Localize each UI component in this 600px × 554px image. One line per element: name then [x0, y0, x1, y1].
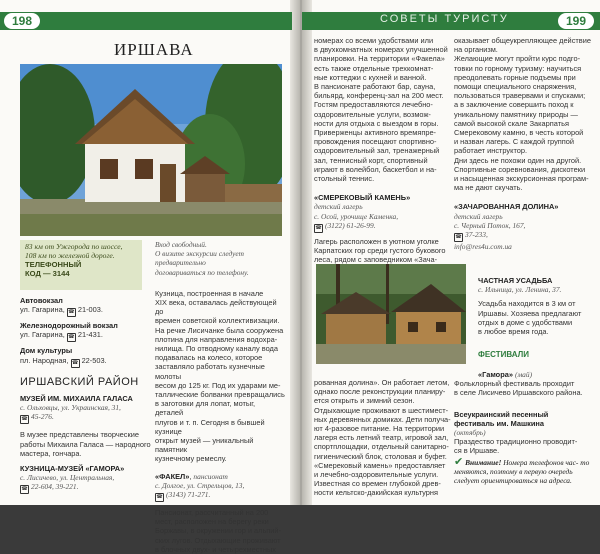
text-line: ности для отдыха с выездом в горы. — [314, 118, 439, 128]
note-lead: Внимание! — [465, 458, 502, 467]
museum-address: с. Лисичево, ул. Центральная, — [20, 473, 115, 483]
camp-phone: ☎ 37-233, — [455, 230, 488, 241]
running-header: СОВЕТЫ ТУРИСТУ — [380, 13, 509, 25]
note-line: Номера телефонов час- — [503, 458, 579, 467]
text-line: оказывает общеукрепляющее действие — [454, 36, 591, 45]
text-line: ских лугов. Отдыхающие проживают — [155, 535, 281, 545]
note-line: очередь следует ориентироваться — [454, 467, 573, 485]
text-line: товки по горному туризму: научиться — [454, 63, 582, 73]
checkmark-icon: ✔ — [454, 456, 464, 468]
note-line: то меняются, поэтому в первую — [454, 458, 590, 476]
text-line: помощи специального снаряжения, — [454, 82, 577, 92]
phone-icon: ☎ — [68, 334, 75, 341]
note-line: на адреса. — [539, 476, 572, 485]
text-line: ется открыть и зимний сезон. — [314, 396, 415, 406]
text-line: гигиенический блок, столовая и буфет. — [314, 451, 447, 461]
camp-name: «СМЕРЕКОВЫЙ КАМЕНЬ» — [314, 193, 411, 203]
text-line: ся в Иршаве. — [454, 446, 500, 456]
text-line: Фольклорный фестиваль проходит — [454, 379, 575, 389]
column-4-text — [454, 36, 596, 251]
text-line: Усадьба находится в 3 км от — [478, 299, 576, 309]
text-line: Желающие могут пройти курс подго- — [454, 54, 581, 64]
text-line: В пансионате работают бар, сауна, — [314, 82, 436, 92]
camp-address: с. Черный Поток, 167, — [454, 220, 526, 230]
photo-wooden-house — [20, 64, 282, 236]
text-line: однако после реконструкции планиру- — [314, 387, 446, 397]
festival-title: фестиваль им. Машкина — [454, 418, 544, 428]
text-line: Боржавы, в окружении гор и альпий- — [155, 526, 282, 536]
festival-month: (октябрь) — [454, 428, 486, 438]
phone-icon: ☎ — [21, 486, 28, 493]
contacts-list — [20, 296, 150, 368]
camp-type: детский лагерь — [314, 202, 363, 212]
text-line: Вход свободный. — [155, 240, 207, 249]
text-line: лагеря есть летний театр, игровой зал, — [314, 433, 449, 443]
text-line: На речке Лисичанке была сооружена — [155, 325, 284, 335]
distance-info-box — [20, 240, 142, 290]
text-line: самой высокой скале Закарпатья — [454, 118, 569, 128]
column-3-text — [314, 36, 452, 264]
text-line: играют в волейбол, баскетбол и на- — [314, 164, 437, 174]
text-line: открыт музей — уникальный памятник — [155, 436, 254, 455]
text-line: в селе Лисичево Иршавского района. — [454, 388, 583, 398]
text-line: Лагерь расположен в уютном уголке — [314, 236, 439, 246]
text-line: весом до 125 кг. Под их ударами ме- — [155, 380, 281, 390]
attention-note — [454, 458, 594, 485]
text-line: преодолевать горные подъемы при — [454, 72, 576, 82]
text-line: Карпатских гор среди густого букового — [314, 246, 446, 256]
text-line: Смерековому камню, в честь которой — [454, 128, 584, 138]
festivals-title: ФЕСТИВАЛИ — [478, 350, 529, 359]
text-line: уникальному памятнику природы — — [454, 109, 578, 119]
text-line: Спортивные соревнования, дискотеки — [454, 164, 586, 174]
text-line: «Смерековый камень» предоставляет — [314, 460, 446, 470]
text-line: и назван лагерь. С каждой группой — [454, 137, 575, 147]
page-number-right: 199 — [558, 13, 594, 29]
museum-address: с. Ольховцы, ул. Украинская, 31, — [20, 403, 121, 413]
page-number-left: 198 — [4, 13, 40, 29]
page-title: ИРШАВА — [114, 40, 194, 59]
text-line: оздоровительный зал, тренажерный — [314, 146, 440, 156]
text-line: времен советской коллективизации. — [155, 316, 280, 326]
text-line: есть также отдельные трехкомнат- — [314, 63, 434, 73]
text-line: в заготовки для лопат, мотыг, деталей — [155, 399, 256, 418]
text-line: и лечебно-оздоровительные услуги. — [314, 470, 439, 480]
private-estate — [478, 276, 596, 336]
museum-name: КУЗНИЦА-МУЗЕЙ «ГАМОРА» — [20, 464, 125, 474]
estate-name: ЧАСТНАЯ УСАДЬБА — [478, 276, 553, 285]
text-line: плотина для направления водохра- — [155, 334, 278, 344]
museum-desc-line: мастера, гончара. — [20, 448, 82, 458]
contact-address: пл. Народная, ☎ 22-503. — [20, 355, 107, 366]
text-line: ные коттеджи с кухней и ванной. — [314, 72, 427, 82]
phone-icon: ☎ — [71, 359, 79, 366]
festivals-list — [454, 370, 596, 456]
contact-name: Железнодорожный вокзал — [20, 321, 118, 331]
text-line: бильярд, конференц-зал на 200 мест. — [314, 91, 444, 101]
column-3-bottom — [314, 378, 452, 498]
text-line: спортплощадки, отдельный санитарно- — [314, 442, 449, 452]
distance-road: 83 км от Ужгорода по шоссе, — [25, 242, 123, 251]
camp-address: с. Осой, урочище Каменка, — [314, 211, 399, 221]
text-line: леса, рядом с заповедником «Зача- — [314, 255, 438, 265]
text-line: XIX века, оставалась действующей до — [155, 298, 277, 317]
book-gutter — [290, 0, 312, 505]
text-line: нилища. По отводному каналу вода — [155, 344, 278, 354]
fakel-title: «ФАКЕЛ», пансионат — [155, 471, 228, 481]
distance-rail: 108 км по железной дороге. — [25, 251, 115, 260]
phone-icon: ☎ — [156, 494, 163, 501]
text-line: стольный теннис. — [314, 174, 375, 184]
phone-icon: ☎ — [21, 416, 28, 423]
text-line: на организм. — [454, 45, 498, 55]
text-line: мест, расположен на берегу реки — [155, 517, 269, 527]
left-header-bar — [0, 12, 292, 30]
phone-code-label: ТЕЛЕФОННЫЙ — [25, 260, 82, 269]
photo-log-cabins — [316, 264, 466, 364]
text-line: Гостям предоставляются лечебно- — [314, 100, 433, 110]
text-line: и насыщенная экскурсионная програм- — [454, 174, 589, 184]
text-line: Пансионат, рассчитанный на 200 — [155, 508, 269, 518]
text-line: подавалась на колесо, которое — [155, 353, 263, 363]
camp-phone: ☎ (3122) 61-26-99. — [315, 220, 376, 231]
text-line: пользоваться травервами и спусками; — [454, 91, 586, 101]
festivals-heading — [478, 350, 596, 359]
text-line: договариваться по телефону. — [155, 267, 249, 277]
estate-address: с. Ильница, ул. Ленина, 37. — [478, 285, 562, 295]
contact-name: Дом культуры — [20, 346, 73, 356]
text-line: Иршавы. Хозяева предлагают — [478, 308, 582, 318]
text-line: в любое время года. — [478, 327, 549, 337]
text-line: Праздество традиционно проводит- — [454, 437, 578, 447]
fakel-address: с. Долгое, ул. Стрельцов, 13, — [155, 480, 245, 490]
museum-desc-line: работы Михаила Галаса — народного — [20, 439, 151, 449]
text-line: в двухкомнатных номерах улучшенной — [314, 45, 448, 55]
phone-code: КОД — 3144 — [25, 269, 70, 278]
text-line: Известная со времен глубокой древ- — [314, 479, 441, 489]
text-line: номерах со всеми удобствами или — [314, 36, 434, 45]
text-line: работает инструктор. — [454, 146, 528, 156]
museum-phone: ☎ 45-276. — [21, 412, 54, 423]
text-line: ности кельтско-дакийская культурня — [314, 488, 438, 498]
fakel-phone: ☎ (3143) 71-271. — [156, 490, 211, 501]
festival-title: «Гамора» (май) — [478, 370, 533, 379]
text-line: оздоровительные услуги, возмож- — [314, 109, 431, 119]
text-line: а в заключение совершить поход к — [454, 100, 574, 110]
text-line: в блочных двух- и четырехместных — [155, 544, 276, 554]
text-line: рованная долина». Он работает летом, — [314, 378, 450, 387]
phone-icon: ☎ — [455, 234, 462, 241]
museum-galas — [20, 394, 155, 494]
text-line: Дни здесь не похожи один на другой. — [454, 155, 582, 165]
text-line: ют 4-разовое питание. На территории — [314, 424, 445, 434]
contact-address: ул. Гагарина, ☎ 21-003. — [20, 305, 103, 316]
phone-icon: ☎ — [68, 309, 75, 316]
museum-name: МУЗЕЙ ИМ. МИХАИЛА ГАЛАСА — [20, 394, 133, 403]
festival-title: Всеукраинский песенный — [454, 409, 549, 419]
text-line: Кузница, построенная в начале — [155, 288, 264, 298]
text-line: таллические болванки превращались — [155, 390, 285, 400]
text-line: плугов и т. п. Сегодня в бывшей кузнице — [155, 417, 265, 436]
text-line: О визите экскурсии следует предварительно — [155, 249, 244, 268]
text-line: Приверженцы активного времяпре- — [314, 128, 437, 138]
text-line: провождения посещают спортивно- — [314, 137, 437, 147]
text-line: кузнечному ремеслу. — [155, 454, 227, 464]
camp-email: info@res4u.com.ua — [454, 242, 512, 252]
contact-name: Автовокзал — [20, 296, 63, 305]
museum-phone: ☎ 22-604, 39-221. — [21, 482, 79, 493]
contact-address: ул. Гагарина, ☎ 21-431. — [20, 330, 103, 341]
camp-type: детский лагерь — [454, 211, 503, 221]
camp-name: «ЗАЧАРОВАННАЯ ДОЛИНА» — [454, 202, 559, 212]
museum-desc-line: В музее представлены творческие — [20, 430, 139, 440]
text-line: ма не дают скучать. — [454, 183, 523, 193]
text-line: отдых в доме с удобствами — [478, 317, 573, 327]
text-line: заставляло работать кузнечные молоты — [155, 362, 265, 381]
district-heading: ИРШАВСКИЙ РАЙОН — [20, 376, 139, 388]
text-line: планировки. На территории «Факела» — [314, 54, 445, 64]
phone-icon: ☎ — [315, 224, 322, 231]
text-line: ных деревянных домиках. Дети получа- — [314, 414, 451, 424]
text-line: Отдыхающие проживают в шестимест- — [314, 405, 449, 415]
text-line: зал, теннисный корт, спортивный — [314, 155, 428, 165]
column-2-text — [155, 240, 285, 554]
